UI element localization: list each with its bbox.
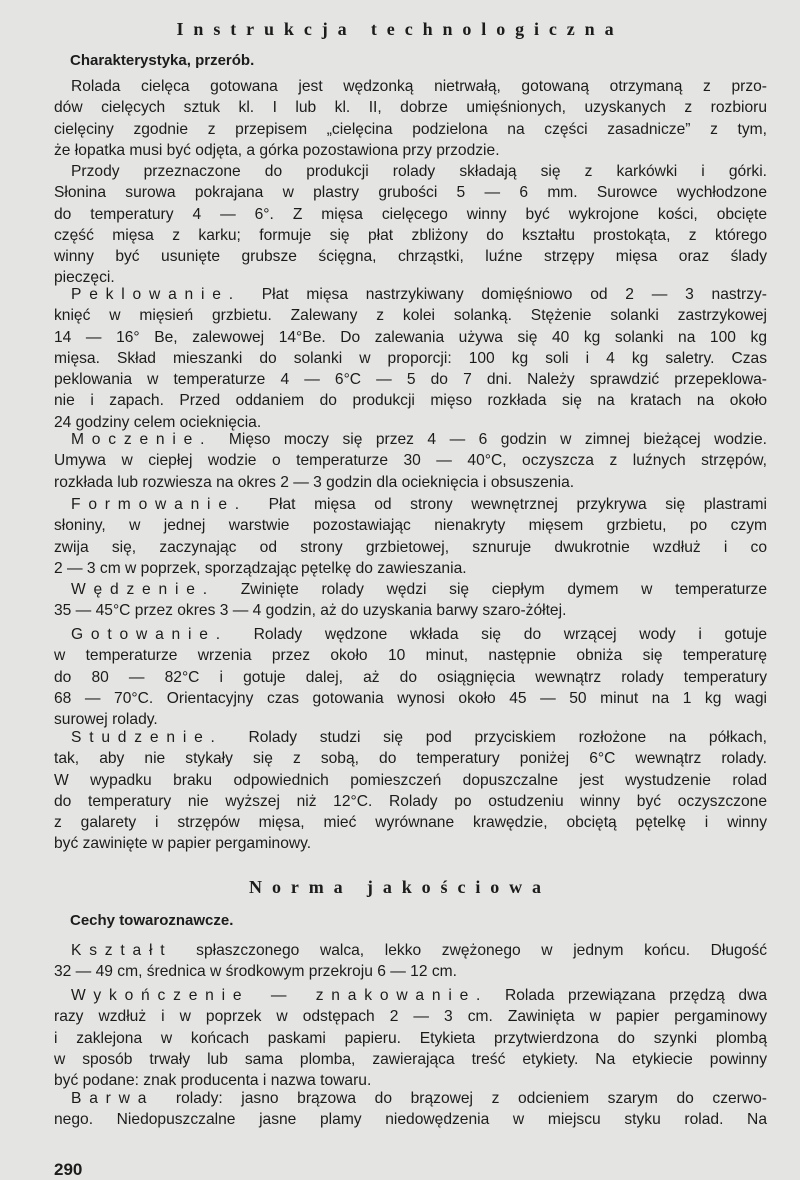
line-text: zwija się, zaczynając od strony grzbietowej, sznuruje dwukrotnie wzdłuż i co [54,538,767,556]
subheading-characteristics: Charakterystyka, przerób. [70,52,255,69]
line-text: w temperaturze wrzenia przez około 10 minut, następnie obniża się temperaturę [54,647,767,665]
text-line [54,472,767,493]
text-line [54,450,767,471]
paragraph [54,429,767,493]
line-text: rozkłada lub rozwiesza na okres 2 — 3 godzin dla ocieknięcia i obsuszenia. [54,473,575,491]
paragraph-lead-term: Wędzenie. [71,581,215,598]
paragraph [54,161,767,289]
paragraph-lead-term: Studzenie. [71,729,223,746]
line-text: Płat mięsa od strony wewnętrznej przykrywa się plastrami [268,496,767,513]
line-text: mięsa. Skład mieszanki do solanki w proporcji: 100 kg soli i 4 kg saletry. Czas [54,349,767,367]
line-text: Słonina surowa pokrajana w plastry grubości 5 — 6 mm. Surowce wychłodzone [54,184,767,202]
text-line [54,940,767,961]
paragraph [54,940,767,983]
line-text: 68 — 70°C. Orientacyjny czas gotowania wynosi około 45 — 50 minut na 1 kg wagi [54,689,767,707]
line-text: Umywa w ciepłej wodzie o temperaturze 30 — 40°C, oczyszcza z luźnych strzępów, [54,452,767,470]
line-text: w sposób trwały lub sama plomba, zawierająca treść etykiety. Na etykiecie powinny [54,1050,767,1068]
line-text: nego. Niedopuszczalne jasne plamy niedowędzenia w miejscu styku rolad. Na [54,1111,767,1129]
paragraph [54,579,767,622]
line-text: 32 — 49 cm, średnica w środkowym przekroju 6 — 12 cm. [54,963,457,981]
line-text: być podane: znak producenta i nazwa towaru. [54,1072,372,1090]
text-line [54,225,767,246]
line-text: do 80 — 82°C i gotuje dalej, aż do osiągnięcia wewnątrz rolady temperatury [54,668,767,686]
text-line [54,305,767,326]
section-title-technology: Instrukcja technologiczna [176,19,624,39]
paragraph-lead-term: Barwa [71,1090,155,1107]
text-line [54,791,767,812]
text-line [54,390,767,411]
line-text: Mięso moczy się przez 4 — 6 godzin w zimnej bieżącej wodzie. [228,431,767,448]
text-line [54,140,767,161]
text-line [54,1006,767,1027]
paragraph-lead-term: Moczenie. [71,431,213,448]
line-text: pieczęci. [54,269,115,287]
text-line [54,624,767,645]
line-text: dów cielęcych sztuk kl. I lub kl. II, dobrze umięśnionych, uzyskanych z rozbioru [54,99,767,117]
line-text: Przody przeznaczone do produkcji rolady składają się z karkówki i górki. [71,163,767,180]
line-text: rolady: jasno brązowa do brązowej z odcieniem szarym do czerwo- [175,1090,767,1107]
line-text: tak, aby nie stykały się z sobą, do temperatury poniżej 6°C wewnątrz rolady. [54,750,767,768]
line-text: być zawinięte w papier pergaminowy. [54,835,312,853]
line-text: do temperatury 4 — 6°. Z mięsa cielęcego winny być wykrojone kości, obcięte [54,205,767,223]
text-line [54,284,767,305]
text-line [54,119,767,140]
line-text: Rolady studzi się pod przyciskiem rozłożone na półkach, [248,729,767,746]
line-text: winny być usunięte grubsze ścięgna, chrząstki, luźne strzępy mięsa oraz ślady [54,248,767,266]
section-title-quality-norm: Norma jakościowa [249,877,551,897]
paragraph [54,284,767,433]
text-line [54,204,767,225]
line-text: do temperatury nie wyższej niż 12°C. Rolady po ostudzeniu winny być oczyszczone [54,792,767,810]
text-line [54,1088,767,1109]
text-line [54,688,767,709]
paragraph-lead-term: Wykończenie — znakowanie. [71,987,489,1004]
line-text: 24 godziny celem ocieknięcia. [54,413,262,431]
text-line [54,579,767,600]
text-line [54,1049,767,1070]
paragraph-lead-term: Kształt [71,942,173,959]
text-line [54,97,767,118]
line-text: cielęciny zgodnie z przepisem „cielęcina podzielona na części zasadnicze” z tym, [54,120,767,138]
text-line [54,76,767,97]
line-text: Rolady wędzone wkłada się do wrzącej wody i gotuje [253,626,767,643]
text-line [54,961,767,982]
line-text: część mięsa z karku; formuje się płat zbliżony do kształtu prostokąta, z którego [54,226,767,244]
text-line [54,1028,767,1049]
line-text: Zwinięte rolady wędzi się ciepłym dymem w temperaturze [240,581,767,598]
text-line [54,182,767,203]
text-line [54,727,767,748]
page-number: 290 [54,1160,83,1179]
text-line [54,600,767,621]
line-text: i zaklejona w końcach paskami papieru. Etykieta przytwierdzona do szynki plombą [54,1029,767,1047]
text-line [54,833,767,854]
line-text: surowej rolady. [54,711,158,729]
text-line [54,667,767,688]
line-text: razy wzdłuż i w poprzek w odstępach 2 — 3 cm. Zawinięta w papier pergaminowy [54,1008,767,1026]
text-line [54,494,767,515]
paragraph [54,494,767,579]
text-line [54,348,767,369]
text-line [54,985,767,1006]
line-text: 2 — 3 cm w poprzek, sporządzając pętelkę do zawieszania. [54,559,467,577]
paragraph [54,76,767,161]
line-text: że łopatka musi być odjęta, a górka pozostawiona przy przodzie. [54,141,500,159]
text-line [54,369,767,390]
line-text: nie i zapach. Przed oddaniem do produkcji mięso rozkłada się na kratach na około [54,392,767,410]
line-text: Rolada cielęca gotowana jest wędzonką nietrwałą, gotowaną otrzymaną z przo- [71,78,767,95]
text-line [54,558,767,579]
text-line [54,246,767,267]
line-text: słoniny, w jednej warstwie pozostawiając nienakryty mięsem grzbietu, po czym [54,517,767,535]
line-text: Płat mięsa nastrzykiwany domięśniowo od 2 — 3 nastrzy- [261,286,767,303]
line-text: 14 — 16° Be, zalewowej 14°Be. Do zalewania używa się 40 kg solanki na 100 kg [54,328,767,346]
line-text: Rolada przewiązana przędzą dwa [504,987,768,1004]
text-line [54,515,767,536]
text-line [54,645,767,666]
line-text: peklowania w temperaturze 4 — 6°C — 5 do 7 dni. Należy sprawdzić przepeklowa- [54,371,767,389]
text-line [54,537,767,558]
paragraph-lead-term: Peklowanie. [71,286,241,303]
text-line [54,812,767,833]
text-line [54,429,767,450]
line-text: W wypadku braku odpowiednich pomieszczeń dopuszczalne jest wystudzenie rolad [54,771,767,789]
paragraph [54,727,767,855]
line-text: knięć w mięsień grzbietu. Zalewany z kolei solanką. Stężenie solanki zastrzykowej [54,307,767,325]
text-line [54,327,767,348]
line-text: z galarety i strzępów mięsa, mieć wyrównane krawędzie, obciętą pętelkę i winny [54,814,767,832]
text-line [54,748,767,769]
paragraph [54,624,767,730]
paragraph [54,1088,767,1131]
line-text: spłaszczonego walca, lekko zwężonego w jednym końcu. Długość [196,942,767,959]
text-line [54,770,767,791]
text-line [54,161,767,182]
subheading-commodity-features: Cechy towaroznawcze. [70,912,234,929]
paragraph-lead-term: Gotowanie. [71,626,228,643]
text-line [54,1109,767,1130]
paragraph [54,985,767,1091]
line-text: 35 — 45°C przez okres 3 — 4 godzin, aż do uzyskania barwy szaro-żółtej. [54,602,567,620]
paragraph-lead-term: Formowanie. [71,496,247,513]
